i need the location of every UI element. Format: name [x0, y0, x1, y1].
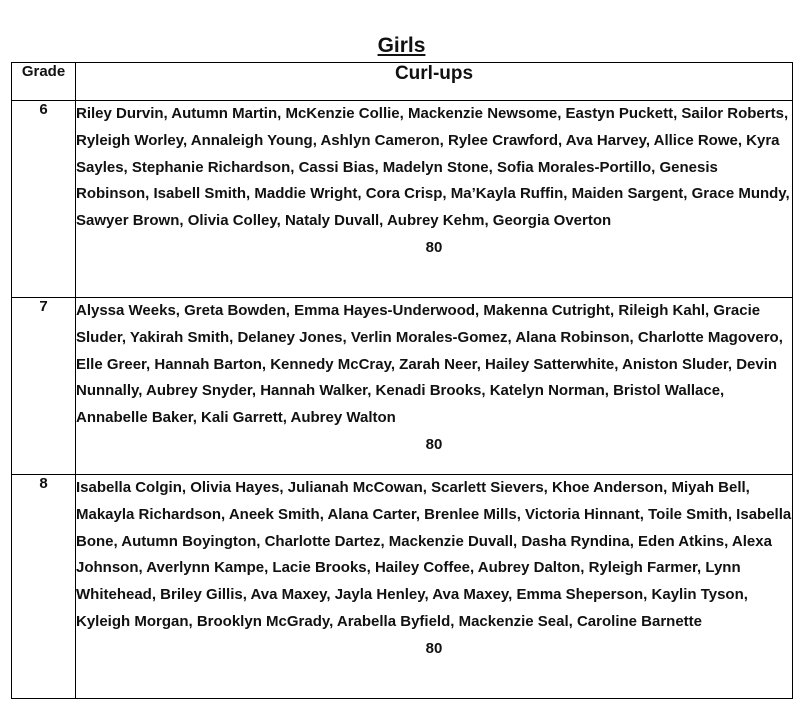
- results-table: [11, 62, 793, 699]
- grade-cell: 6: [12, 101, 76, 298]
- grade-cell: 7: [12, 298, 76, 475]
- table-row: [12, 298, 793, 475]
- grade-cell: 8: [12, 475, 76, 699]
- names-cell: [76, 298, 793, 475]
- page-title: Girls: [377, 34, 426, 57]
- table-row: [12, 475, 793, 699]
- names-cell: [76, 475, 793, 699]
- name-list: Riley Durvin, Autumn Martin, McKenzie Collie, Mackenzie Newsome, Eastyn Puckett, Sailor Roberts, Ryleigh Worley, Annaleigh Young, Ashlyn Cameron, Rylee Crawford, Ava Harvey, Allice Rowe, Kyra Sayles, Stephanie Richardson, Cassi Bias, Madelyn Stone, Sofia Morales-Portillo, Genesis Robinson, Isabell Smith, Maddie Wright, Cora Crisp, Ma’Kayla Ruffin, Maiden Sargent, Grace Mundy, Sawyer Brown, Olivia Colley, Nataly Duvall, Aubrey Kehm, Georgia Overton: [76, 105, 790, 230]
- name-list: Alyssa Weeks, Greta Bowden, Emma Hayes-Underwood, Makenna Cutright, Rileigh Kahl, Gracie Sluder, Yakirah Smith, Delaney Jones, Verlin Morales-Gomez, Alana Robinson, Charlotte Magovero, Elle Greer, Hannah Barton, Kennedy McCray, Zarah Neer, Hailey Satterwhite, Aniston Sluder, Devin Nunnally, Aubrey Snyder, Hannah Walker, Kenadi Brooks, Katelyn Norman, Bristol Wallace, Annabelle Baker, Kali Garrett, Aubrey Walton: [76, 302, 783, 427]
- score-value: 80: [425, 435, 443, 453]
- event-column-header: Curl-ups: [76, 63, 793, 101]
- header-row: [12, 63, 793, 101]
- names-cell: [76, 101, 793, 298]
- name-list: Isabella Colgin, Olivia Hayes, Julianah McCowan, Scarlett Sievers, Khoe Anderson, Miyah Bell, Makayla Richardson, Aneek Smith, Alana Carter, Brenlee Mills, Victoria Hinnant, Toile Smith, Isabella Bone, Autumn Boyington, Charlotte Dartez, Mackenzie Duvall, Dasha Ryndina, Eden Atkins, Alexa Johnson, Averlynn Kampe, Lacie Brooks, Hailey Coffee, Aubrey Dalton, Ryleigh Farmer, Lynn Whitehead, Briley Gillis, Ava Maxey, Jayla Henley, Ava Maxey, Emma Sheperson, Kaylin Tyson, Kyleigh Morgan, Brooklyn McGrady, Arabella Byfield, Mackenzie Seal, Caroline Barnette: [76, 479, 792, 630]
- score-value: 80: [425, 238, 443, 256]
- grade-column-header: Grade: [12, 63, 76, 101]
- score-value: 80: [425, 639, 443, 657]
- table-row: [12, 101, 793, 298]
